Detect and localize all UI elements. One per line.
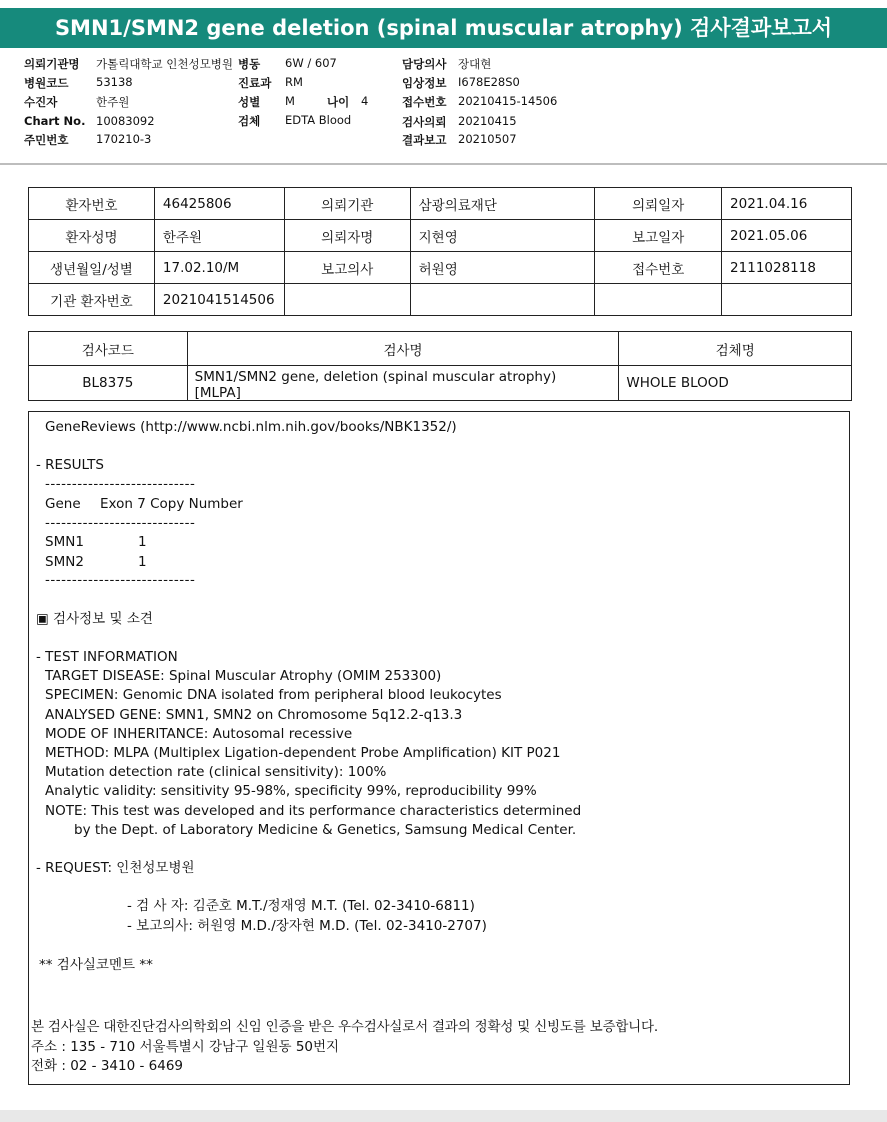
test-info-heading: - TEST INFORMATION — [36, 649, 178, 665]
header-specimen-name: 검체명 — [619, 332, 852, 366]
info-value-doctor: 장대현 — [458, 57, 492, 71]
test-name-line-1: SMN1/SMN2 gene, deletion (spinal muscular atrophy) — [194, 368, 557, 385]
cell-value: 2021041514506 — [154, 284, 284, 316]
info-label-chart-no: Chart No. — [24, 114, 86, 128]
cell-value: 2021.05.06 — [722, 220, 852, 252]
info-label-specimen: 검체 — [238, 114, 261, 128]
results-col-gene: Gene — [45, 496, 81, 512]
result-gene: SMN1 — [45, 534, 84, 550]
results-col-copy: Exon 7 Copy Number — [100, 496, 243, 512]
cell-label: 의뢰일자 — [595, 188, 722, 220]
header-info — [0, 52, 887, 162]
header-divider — [0, 163, 887, 165]
cell-label: 환자성명 — [29, 220, 155, 252]
info-value-chart-no: 10083092 — [96, 114, 155, 128]
cell-test-code: BL8375 — [29, 366, 188, 401]
examiner-line: - 검 사 자: 김준호 M.T./정재영 M.T. (Tel. 02-3410-6811) — [127, 898, 475, 914]
cell-empty — [595, 284, 722, 316]
info-label-hospital-code: 병원코드 — [24, 76, 69, 90]
test-info-line: METHOD: MLPA (Multiplex Ligation-dependent Probe Amplification) KIT P021 — [45, 745, 561, 761]
test-table — [28, 331, 852, 401]
lab-address: 주소 : 135 - 710 서울특별시 강남구 일원동 50번지 — [31, 1039, 340, 1055]
cell-label: 생년월일/성별 — [29, 252, 155, 284]
cell-value: 46425806 — [154, 188, 284, 220]
cell-label: 기관 환자번호 — [29, 284, 155, 316]
test-info-line: Mutation detection rate (clinical sensitivity): 100% — [45, 764, 387, 780]
result-copy: 1 — [138, 554, 147, 570]
info-value-sex: M — [285, 94, 295, 108]
result-gene: SMN2 — [45, 554, 84, 570]
info-label-department: 진료과 — [238, 76, 272, 90]
cell-specimen-name: WHOLE BLOOD — [619, 366, 852, 401]
info-label-report-date: 결과보고 — [402, 133, 447, 147]
info-label-patient: 수진자 — [24, 95, 58, 109]
results-divider-mid: ---------------------------- — [45, 515, 196, 531]
info-value-report-date: 20210507 — [458, 132, 517, 146]
lab-comment-heading: ** 검사실코멘트 ** — [39, 957, 153, 973]
info-value-resident-no: 170210-3 — [96, 132, 152, 146]
report-title: SMN1/SMN2 gene deletion (spinal muscular atrophy) 검사결과보고서 — [0, 8, 887, 48]
header-test-name: 검사명 — [187, 332, 619, 366]
test-info-line: ANALYSED GENE: SMN1, SMN2 on Chromosome 5q12.2-q13.3 — [45, 707, 463, 723]
lab-phone: 전화 : 02 - 3410 - 6469 — [31, 1058, 184, 1074]
info-label-clinical-info: 임상정보 — [402, 76, 447, 90]
test-info-line: SPECIMEN: Genomic DNA isolated from peripheral blood leukocytes — [45, 687, 502, 703]
page-footer — [0, 1110, 887, 1122]
test-name-line-2: [MLPA] — [194, 384, 241, 399]
cell-label: 환자번호 — [29, 188, 155, 220]
info-label-doctor: 담당의사 — [402, 57, 447, 71]
cell-label: 의뢰자명 — [284, 220, 410, 252]
cell-empty — [722, 284, 852, 316]
cell-label: 의뢰기관 — [284, 188, 410, 220]
info-value-patient: 한주원 — [96, 95, 130, 109]
table-row — [29, 188, 852, 220]
cell-value: 2021.04.16 — [722, 188, 852, 220]
info-label-resident-no: 주민번호 — [24, 133, 69, 147]
section-heading: ▣ 검사정보 및 소견 — [36, 611, 153, 627]
info-value-department: RM — [285, 75, 303, 89]
certification-note: 본 검사실은 대한진단검사의학회의 신임 인증을 받은 우수검사실로서 결과의 정확성 및 신빙도를 보증합니다. — [31, 1019, 658, 1035]
test-info-line: by the Dept. of Laboratory Medicine & Genetics, Samsung Medical Center. — [74, 822, 577, 838]
info-label-institution: 의뢰기관명 — [24, 57, 80, 71]
info-label-sex: 성별 — [238, 95, 261, 109]
info-value-specimen: EDTA Blood — [285, 113, 352, 127]
table-header-row — [29, 332, 852, 366]
report-body — [28, 411, 850, 1085]
cell-value: 삼광의료재단 — [410, 188, 595, 220]
table-row — [29, 252, 852, 284]
request-line: - REQUEST: 인천성모병원 — [36, 860, 195, 876]
cell-value: 2111028118 — [722, 252, 852, 284]
cell-test-name — [187, 366, 619, 401]
header-test-code: 검사코드 — [29, 332, 188, 366]
cell-label: 접수번호 — [595, 252, 722, 284]
test-info-line: NOTE: This test was developed and its performance characteristics determined — [45, 803, 582, 819]
info-value-request-date: 20210415 — [458, 114, 517, 128]
info-value-receipt-no: 20210415-14506 — [458, 94, 558, 108]
cell-value: 한주원 — [154, 220, 284, 252]
info-value-age: 4 — [361, 94, 369, 108]
info-label-ward: 병동 — [238, 57, 261, 71]
cell-value: 지현영 — [410, 220, 595, 252]
cell-value: 허원영 — [410, 252, 595, 284]
table-row — [29, 284, 852, 316]
results-heading: - RESULTS — [36, 457, 105, 473]
info-value-institution: 가톨릭대학교 인천성모병원 — [96, 57, 233, 71]
test-info-line: Analytic validity: sensitivity 95-98%, specificity 99%, reproducibility 99% — [45, 783, 537, 799]
physician-line: - 보고의사: 허원영 M.D./장자현 M.D. (Tel. 02-3410-2707) — [127, 918, 487, 934]
test-info-line: TARGET DISEASE: Spinal Muscular Atrophy (OMIM 253300) — [45, 668, 442, 684]
cell-empty — [284, 284, 410, 316]
table-row — [29, 220, 852, 252]
results-divider-bottom: ---------------------------- — [45, 572, 196, 588]
gene-reviews-link: GeneReviews (http://www.ncbi.nlm.nih.gov/books/NBK1352/) — [45, 419, 457, 435]
info-label-request-date: 검사의뢰 — [402, 115, 447, 129]
info-label-age: 나이 — [327, 95, 350, 109]
info-label-receipt-no: 접수번호 — [402, 95, 447, 109]
test-info-line: MODE OF INHERITANCE: Autosomal recessive — [45, 726, 353, 742]
info-value-ward: 6W / 607 — [285, 56, 337, 70]
patient-table — [28, 187, 852, 316]
result-copy: 1 — [138, 534, 147, 550]
results-divider-top: ---------------------------- — [45, 476, 196, 492]
info-value-clinical-info: I678E28S0 — [458, 75, 520, 89]
cell-label: 보고의사 — [284, 252, 410, 284]
cell-label: 보고일자 — [595, 220, 722, 252]
table-row — [29, 366, 852, 401]
info-value-hospital-code: 53138 — [96, 75, 133, 89]
cell-empty — [410, 284, 595, 316]
cell-value: 17.02.10/M — [154, 252, 284, 284]
